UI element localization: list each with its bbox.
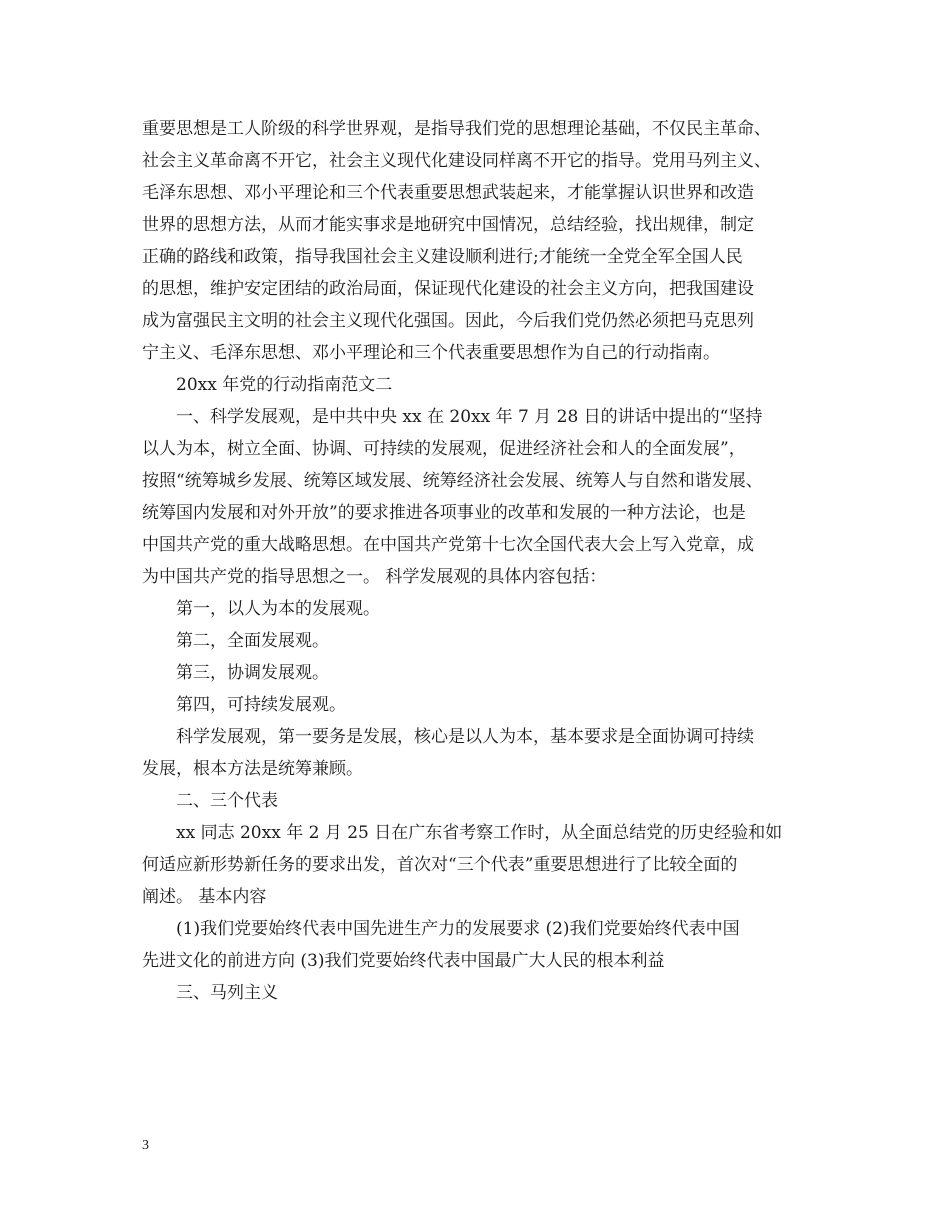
section-heading: 三、马列主义 xyxy=(176,983,278,1003)
list-item: 第二，全面发展观。 xyxy=(176,631,329,651)
paragraph-line: 宁主义、毛泽东思想、邓小平理论和三个代表重要思想作为自己的行动指南。 xyxy=(142,343,720,363)
paragraph-line: 社会主义革命离不开它，社会主义现代化建设同样离不开它的指导。党用马列主义、 xyxy=(142,151,771,171)
page-number: 3 xyxy=(142,1138,149,1153)
section-heading: 二、三个代表 xyxy=(176,791,278,811)
paragraph-line: 一、科学发展观，是中共中央 xx 在 20xx 年 7 月 28 日的讲话中提出的“坚持 xyxy=(176,407,763,427)
paragraph-line: (1)我们党要始终代表中国先进生产力的发展要求 (2)我们党要始终代表中国 xyxy=(176,919,740,939)
paragraph-line: 的思想，维护安定团结的政治局面，保证现代化建设的社会主义方向，把我国建设 xyxy=(142,279,754,299)
paragraph-line: 科学发展观，第一要务是发展，核心是以人为本，基本要求是全面协调可持续 xyxy=(176,727,754,747)
paragraph-line: 世界的思想方法，从而才能实事求是地研究中国情况，总结经验，找出规律，制定 xyxy=(142,215,754,235)
list-item: 第三，协调发展观。 xyxy=(176,663,329,683)
document-body xyxy=(142,113,822,1009)
paragraph-line: 按照“统筹城乡发展、统筹区域发展、统筹经济社会发展、统筹人与自然和谐发展、 xyxy=(142,471,763,491)
paragraph-line: 为中国共产党的指导思想之一。 科学发展观的具体内容包括： xyxy=(142,567,607,587)
paragraph-line: 重要思想是工人阶级的科学世界观，是指导我们党的思想理论基础，不仅民主革命、 xyxy=(142,119,771,139)
paragraph-line: 统筹国内发展和对外开放”的要求推进各项事业的改革和发展的一种方法论，也是 xyxy=(142,503,746,523)
paragraph-line: 毛泽东思想、邓小平理论和三个代表重要思想武装起来，才能掌握认识世界和改造 xyxy=(142,183,754,203)
list-item: 第四，可持续发展观。 xyxy=(176,695,346,715)
paragraph-line: 中国共产党的重大战略思想。在中国共产党第十七次全国代表大会上写入党章，成 xyxy=(142,535,754,555)
paragraph-line: 成为富强民主文明的社会主义现代化强国。因此，今后我们党仍然必须把马克思列 xyxy=(142,311,754,331)
paragraph-line: 发展，根本方法是统筹兼顾。 xyxy=(142,759,363,779)
paragraph-line: 以人为本，树立全面、协调、可持续的发展观，促进经济社会和人的全面发展”， xyxy=(142,439,746,459)
paragraph-line: 先进文化的前进方向 (3)我们党要始终代表中国最广大人民的根本利益 xyxy=(142,951,665,971)
paragraph-line: 阐述。 基本内容 xyxy=(142,887,267,907)
paragraph-line: 何适应新形势新任务的要求出发，首次对“三个代表”重要思想进行了比较全面的 xyxy=(142,855,738,875)
paragraph-line: xx 同志 20xx 年 2 月 25 日在广东省考察工作时，从全面总结党的历史经验和如 xyxy=(176,823,783,843)
paragraph-line: 正确的路线和政策，指导我国社会主义建设顺利进行;才能统一全党全军全国人民 xyxy=(142,247,743,267)
section-heading: 20xx 年党的行动指南范文二 xyxy=(176,375,393,395)
list-item: 第一，以人为本的发展观。 xyxy=(176,599,380,619)
